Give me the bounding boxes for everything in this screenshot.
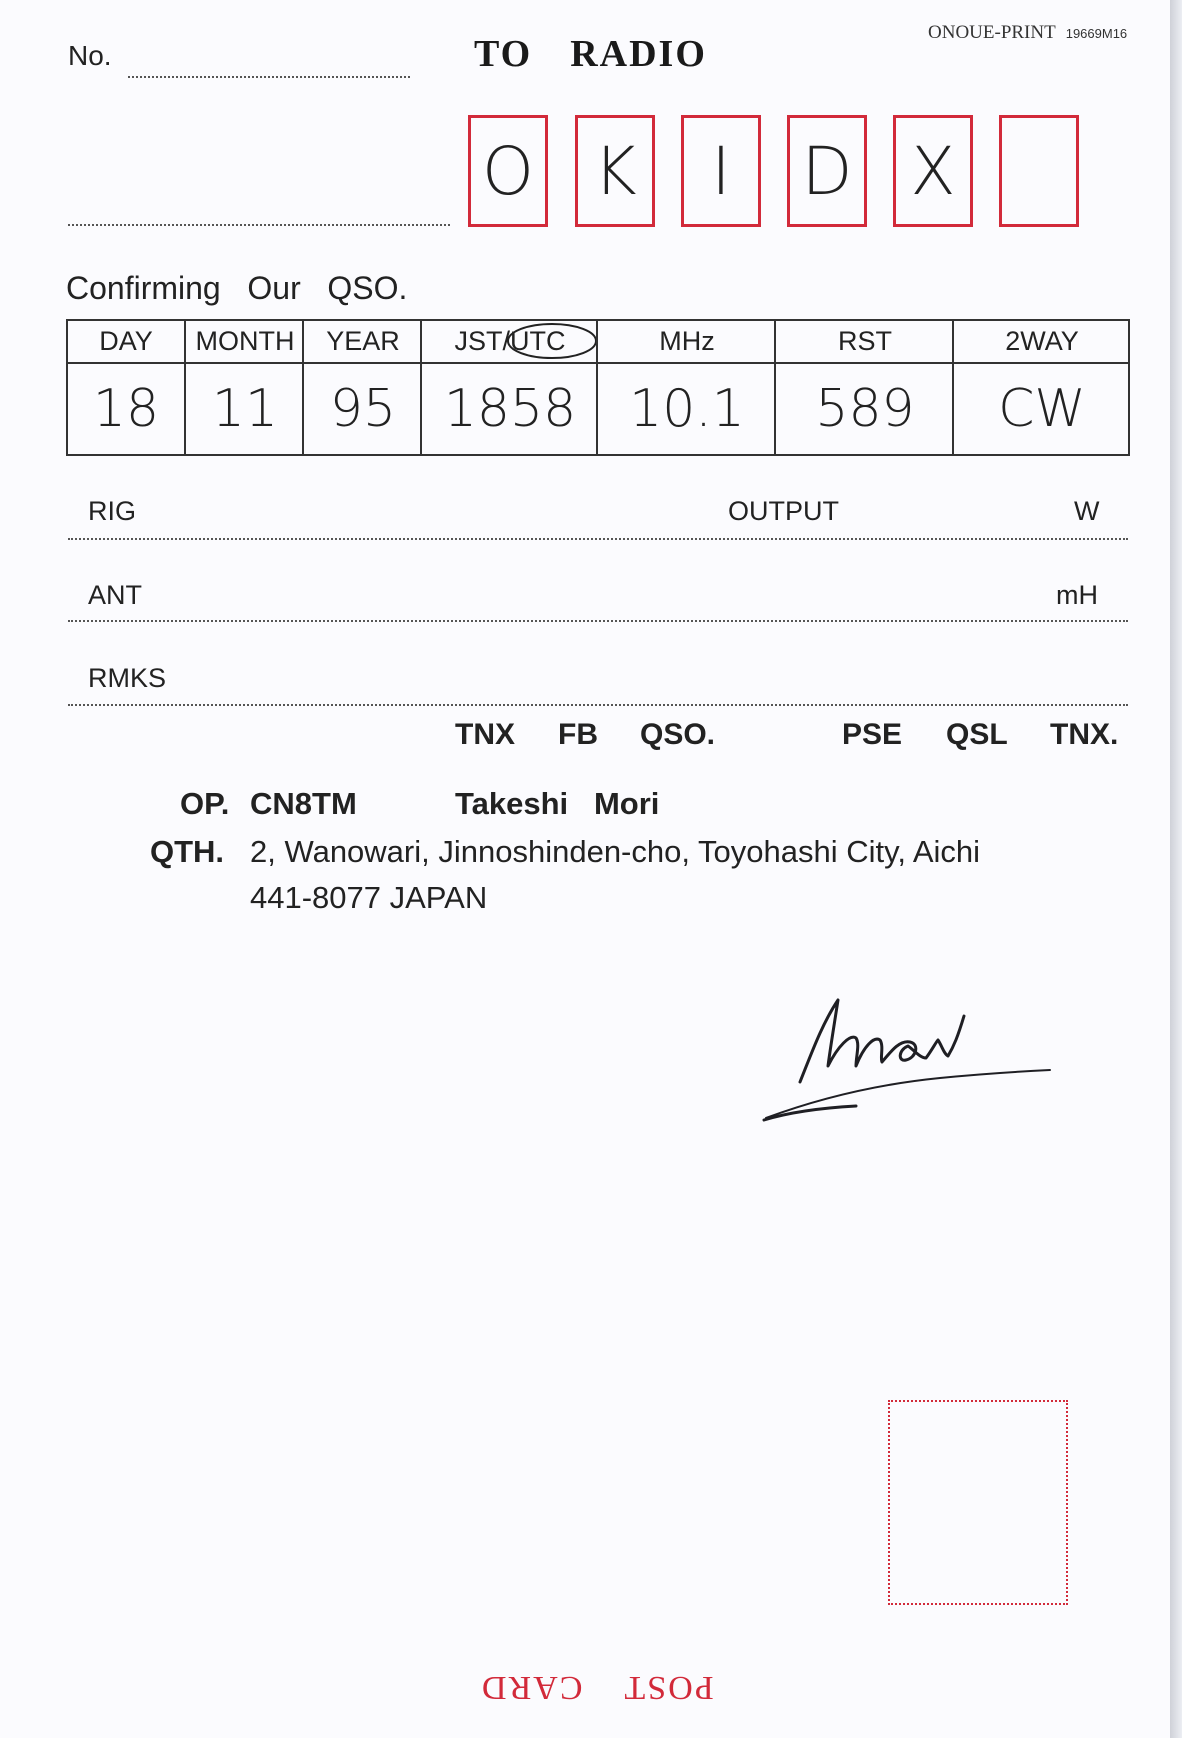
printer-mark — [928, 22, 1127, 44]
title-to: TO — [474, 33, 533, 75]
post-card-footer — [480, 1668, 714, 1706]
header-day: DAY — [68, 321, 184, 364]
output-label: OUTPUT — [728, 496, 839, 526]
no-line — [128, 76, 410, 78]
header-2way: 2WAY — [954, 321, 1130, 364]
ant-label: ANT — [88, 580, 142, 610]
header-mhz: MHz — [598, 321, 776, 364]
recipient-line — [68, 224, 450, 226]
value-2way: CW — [998, 379, 1086, 439]
utc-circle-mark — [502, 319, 602, 365]
mh-label: mH — [1056, 580, 1098, 610]
value-month: 11 — [211, 379, 279, 439]
thanks-qsl: QSL — [946, 718, 1008, 751]
col-time — [420, 321, 598, 454]
rmks-line — [68, 704, 1128, 706]
address-line2: 441-8077 JAPAN — [250, 880, 488, 915]
value-day: 18 — [92, 379, 160, 439]
col-rst — [774, 321, 954, 454]
op-callsign: CN8TM — [250, 786, 357, 821]
col-day — [68, 321, 184, 454]
thanks-tnx: TNX — [455, 718, 515, 751]
col-year — [302, 321, 422, 454]
title-radio: RADIO — [570, 33, 707, 75]
no-label: No. — [68, 40, 112, 71]
address-line1: 2, Wanowari, Jinnoshinden-cho, Toyohashi City, Aichi — [250, 834, 981, 869]
thanks-pse: PSE — [842, 718, 903, 751]
header-time: JST/UTC — [422, 321, 598, 364]
header-month: MONTH — [186, 321, 304, 364]
header-rst: RST — [776, 321, 954, 364]
rig-line — [68, 538, 1128, 540]
col-month — [184, 321, 304, 454]
header-year: YEAR — [304, 321, 422, 364]
value-rst: 589 — [815, 379, 915, 439]
card-title — [474, 32, 707, 76]
callsign-box-4: D — [787, 115, 867, 227]
callsign-box-3: I — [681, 115, 761, 227]
qth-label: QTH. — [150, 834, 225, 869]
col-mhz — [596, 321, 776, 454]
thanks-tnx-end: TNX. — [1050, 718, 1119, 751]
op-name: Takeshi Mori — [455, 786, 660, 821]
footer-post: POST — [622, 1669, 714, 1706]
watt-label: W — [1074, 496, 1100, 526]
thanks-fb: FB — [558, 718, 598, 751]
value-year: 95 — [329, 379, 397, 439]
callsign-box-2: K — [575, 115, 655, 227]
op-label: OP. — [180, 786, 230, 821]
footer-card: CARD — [480, 1669, 583, 1706]
stamp-box — [888, 1400, 1068, 1605]
col-2way — [952, 321, 1130, 454]
thanks-qso: QSO. — [640, 718, 716, 751]
callsign-box-5: X — [893, 115, 973, 227]
value-time: 1858 — [443, 379, 577, 439]
value-mhz: 10.1 — [629, 379, 745, 439]
rig-label: RIG — [88, 496, 137, 526]
ant-line — [68, 620, 1128, 622]
rmks-label: RMKS — [88, 663, 167, 693]
printer-code: 19669M16 — [1065, 26, 1128, 41]
callsign-box-1: O — [468, 115, 548, 227]
qso-table — [66, 319, 1130, 456]
printer-name: ONOUE-PRINT — [928, 22, 1056, 43]
confirm-text: Confirming Our QSO. — [66, 270, 408, 306]
handwritten-signature — [760, 980, 1060, 1130]
callsign-box-6 — [999, 115, 1079, 227]
